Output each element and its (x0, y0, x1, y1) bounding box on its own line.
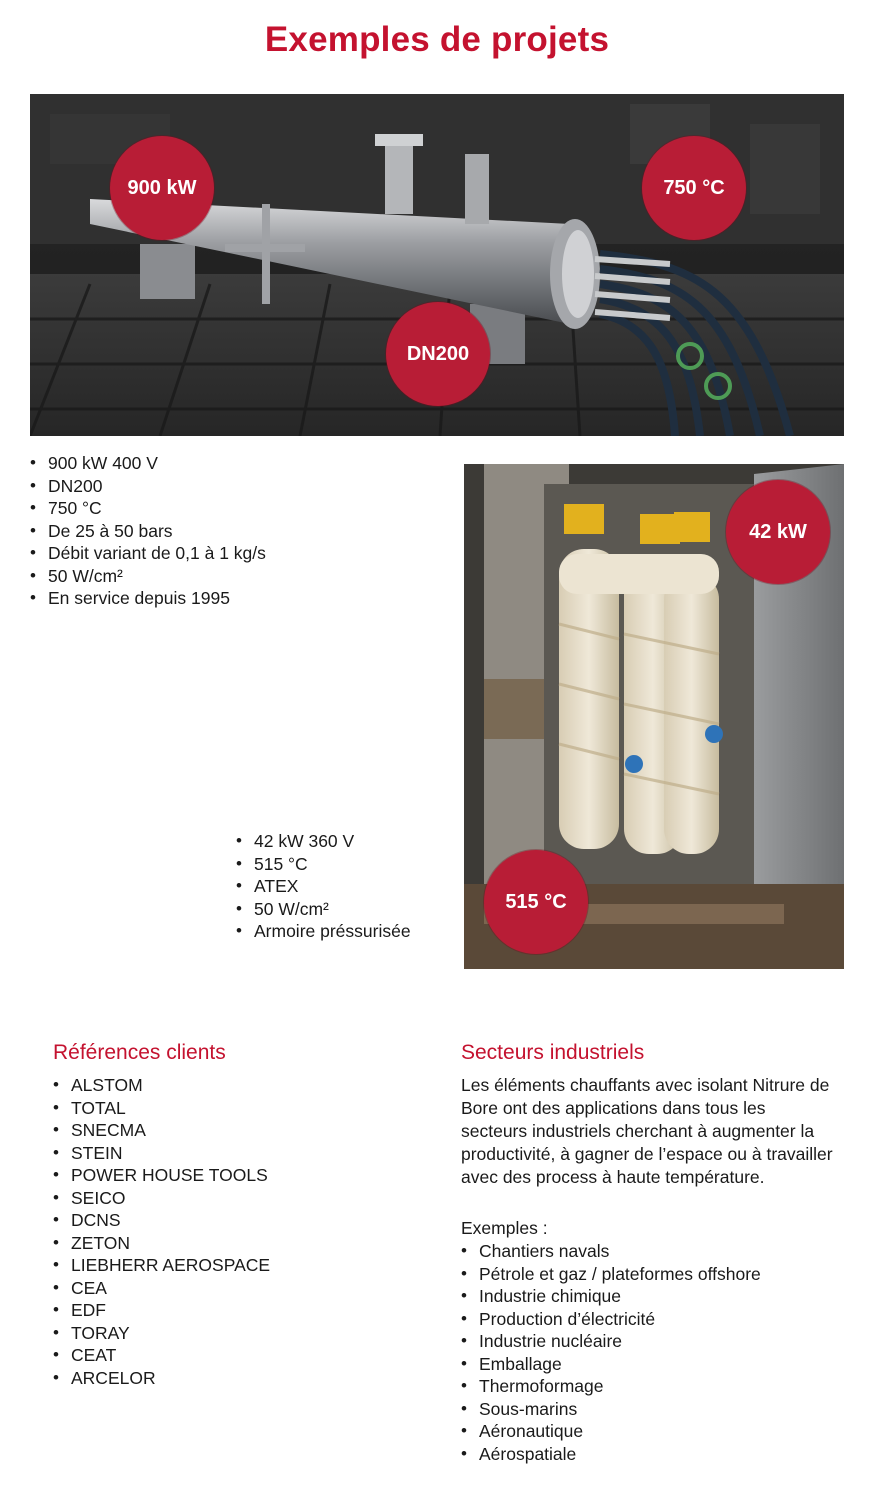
client-item: • ARCELOR (53, 1367, 413, 1390)
client-item: • SNECMA (53, 1119, 413, 1142)
sectors-heading: Secteurs industriels (461, 1041, 645, 1064)
diameter-badge: DN200 (386, 302, 490, 406)
client-item: • SEICO (53, 1187, 413, 1210)
spec-item: • 900 kW 400 V (30, 452, 430, 475)
spec-item: • 42 kW 360 V (236, 830, 456, 853)
sector-item: • Emballage (461, 1353, 841, 1376)
page-title: Exemples de projets (264, 20, 610, 59)
project2-spec-list (236, 830, 456, 943)
client-item: • TOTAL (53, 1097, 413, 1120)
spec-item: • Débit variant de 0,1 à 1 kg/s (30, 542, 430, 565)
sector-item: • Thermoformage (461, 1375, 841, 1398)
examples-label: Exemples : (461, 1218, 548, 1238)
temperature-badge: 750 °C (642, 136, 746, 240)
sector-item: • Aéronautique (461, 1420, 841, 1443)
spec-item: • En service depuis 1995 (30, 587, 430, 610)
sectors-list (461, 1240, 841, 1465)
sector-item: • Sous-marins (461, 1398, 841, 1421)
spec-item: • 50 W/cm² (236, 898, 456, 921)
sector-item: • Industrie nucléaire (461, 1330, 841, 1353)
client-item: • POWER HOUSE TOOLS (53, 1164, 413, 1187)
spec-item: • 50 W/cm² (30, 565, 430, 588)
spec-item: • ATEX (236, 875, 456, 898)
client-item: • TORAY (53, 1322, 413, 1345)
power-badge: 900 kW (110, 136, 214, 240)
sector-item: • Production d’électricité (461, 1308, 841, 1331)
spec-item: • DN200 (30, 475, 430, 498)
client-item: • ALSTOM (53, 1074, 413, 1097)
spec-item: • 515 °C (236, 853, 456, 876)
references-heading: Références clients (53, 1041, 226, 1064)
spec-item: • 750 °C (30, 497, 430, 520)
power-badge: 42 kW (726, 480, 830, 584)
client-item: • LIEBHERR AEROSPACE (53, 1254, 413, 1277)
sector-item: • Pétrole et gaz / plateformes offshore (461, 1263, 841, 1286)
sector-item: • Industrie chimique (461, 1285, 841, 1308)
sector-item: • Chantiers navals (461, 1240, 841, 1263)
spec-item: • Armoire préssurisée (236, 920, 456, 943)
client-item: • STEIN (53, 1142, 413, 1165)
project1-spec-list (30, 452, 430, 610)
sectors-intro: Les éléments chauffants avec isolant Nitrure de Bore ont des applications dans tous les secteurs industriels cherchant à augmenter la productivité, à gagner de l’espace ou à travailler avec des process à haute température. (461, 1075, 833, 1187)
client-item: • CEAT (53, 1344, 413, 1367)
client-item: • CEA (53, 1277, 413, 1300)
sector-item: • Aérospatiale (461, 1443, 841, 1466)
temperature-badge: 515 °C (484, 850, 588, 954)
client-references-list (53, 1074, 413, 1389)
client-item: • ZETON (53, 1232, 413, 1255)
spec-item: • De 25 à 50 bars (30, 520, 430, 543)
client-item: • EDF (53, 1299, 413, 1322)
client-item: • DCNS (53, 1209, 413, 1232)
